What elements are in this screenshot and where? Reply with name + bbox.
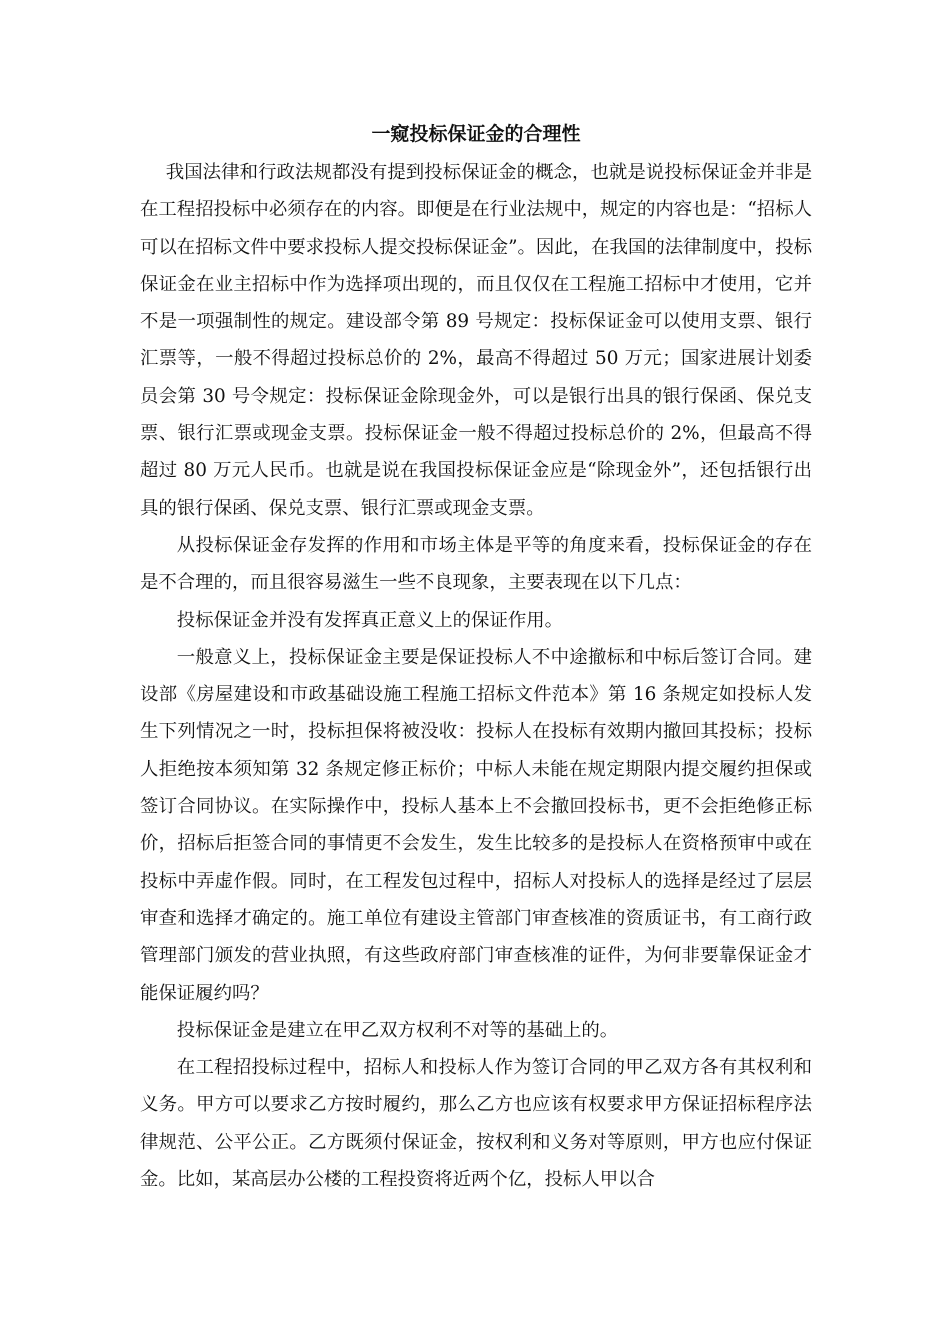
paragraph: 一般意义上，投标保证金主要是保证投标人不中途撤标和中标后签订合同。建设部《房屋建设和市政基础设施工程施工招标文件范本》第 16 条规定如投标人发生下列情况之一时，投标担保将被没收：投标人在投标有效期内撤回其投标；投标人拒绝按本须知第 32 条规定修正标价；中标人未能在规定期限内提交履约担保或签订合同协议。在实际操作中，投标人基本上不会撤回投标书，更不会拒绝修正标价，招标后拒签合同的事情更不会发生，发生比较多的是投标人在资格预审中或在投标中弄虚作假。同时，在工程发包过程中，招标人对投标人的选择是经过了层层审查和选择才确定的。施工单位有建设主管部门审查核准的资质证书，有工商行政管理部门颁发的营业执照，有这些政府部门审查核准的证件，为何非要靠保证金才能保证履约吗？ bbox=[140, 646, 812, 1004]
paragraph: 我国法律和行政法规都没有提到投标保证金的概念，也就是说投标保证金并非是在工程招投标中必须存在的内容。即便是在行业法规中，规定的内容也是：“招标人可以在招标文件中要求投标人提交投标保证金”。因此，在我国的法律制度中，投标保证金在业主招标中作为选择项出现的，而且仅仅在工程施工招标中才使用，它并不是一项强制性的规定。建设部令第 89 号规定：投标保证金可以使用支票、银行汇票等，一般不得超过投标总价的 2%，最高不得超过 50 万元；国家进展计划委员会第 30 号令规定：投标保证金除现金外，可以是银行出具的银行保函、保兑支票、银行汇票或现金支票。投标保证金一般不得超过投标总价的 2%，但最高不得超过 80 万元人民币。也就是说在我国投标保证金应是“除现金外”，还包括银行出具的银行保函、保兑支票、银行汇票或现金支票。 bbox=[140, 162, 812, 519]
paragraph: 在工程招投标过程中，招标人和投标人作为签订合同的甲乙双方各有其权利和义务。甲方可以要求乙方按时履约，那么乙方也应该有权要求甲方保证招标程序法律规范、公平公正。乙方既须付保证金，按权利和义务对等原则，甲方也应付保证金。比如，某高层办公楼的工程投资将近两个亿，投标人甲以合 bbox=[140, 1057, 812, 1191]
paragraph: 从投标保证金存发挥的作用和市场主体是平等的角度来看，投标保证金的存在是不合理的，而且很容易滋生一些不良现象，主要表现在以下几点： bbox=[140, 534, 812, 594]
paragraph-heading: 投标保证金是建立在甲乙双方权利不对等的基础上的。 bbox=[176, 1019, 619, 1041]
document-page bbox=[140, 118, 812, 1198]
paragraph-heading: 投标保证金并没有发挥真正意义上的保证作用。 bbox=[176, 609, 564, 631]
document-title: 一窥投标保证金的合理性 bbox=[371, 123, 581, 145]
